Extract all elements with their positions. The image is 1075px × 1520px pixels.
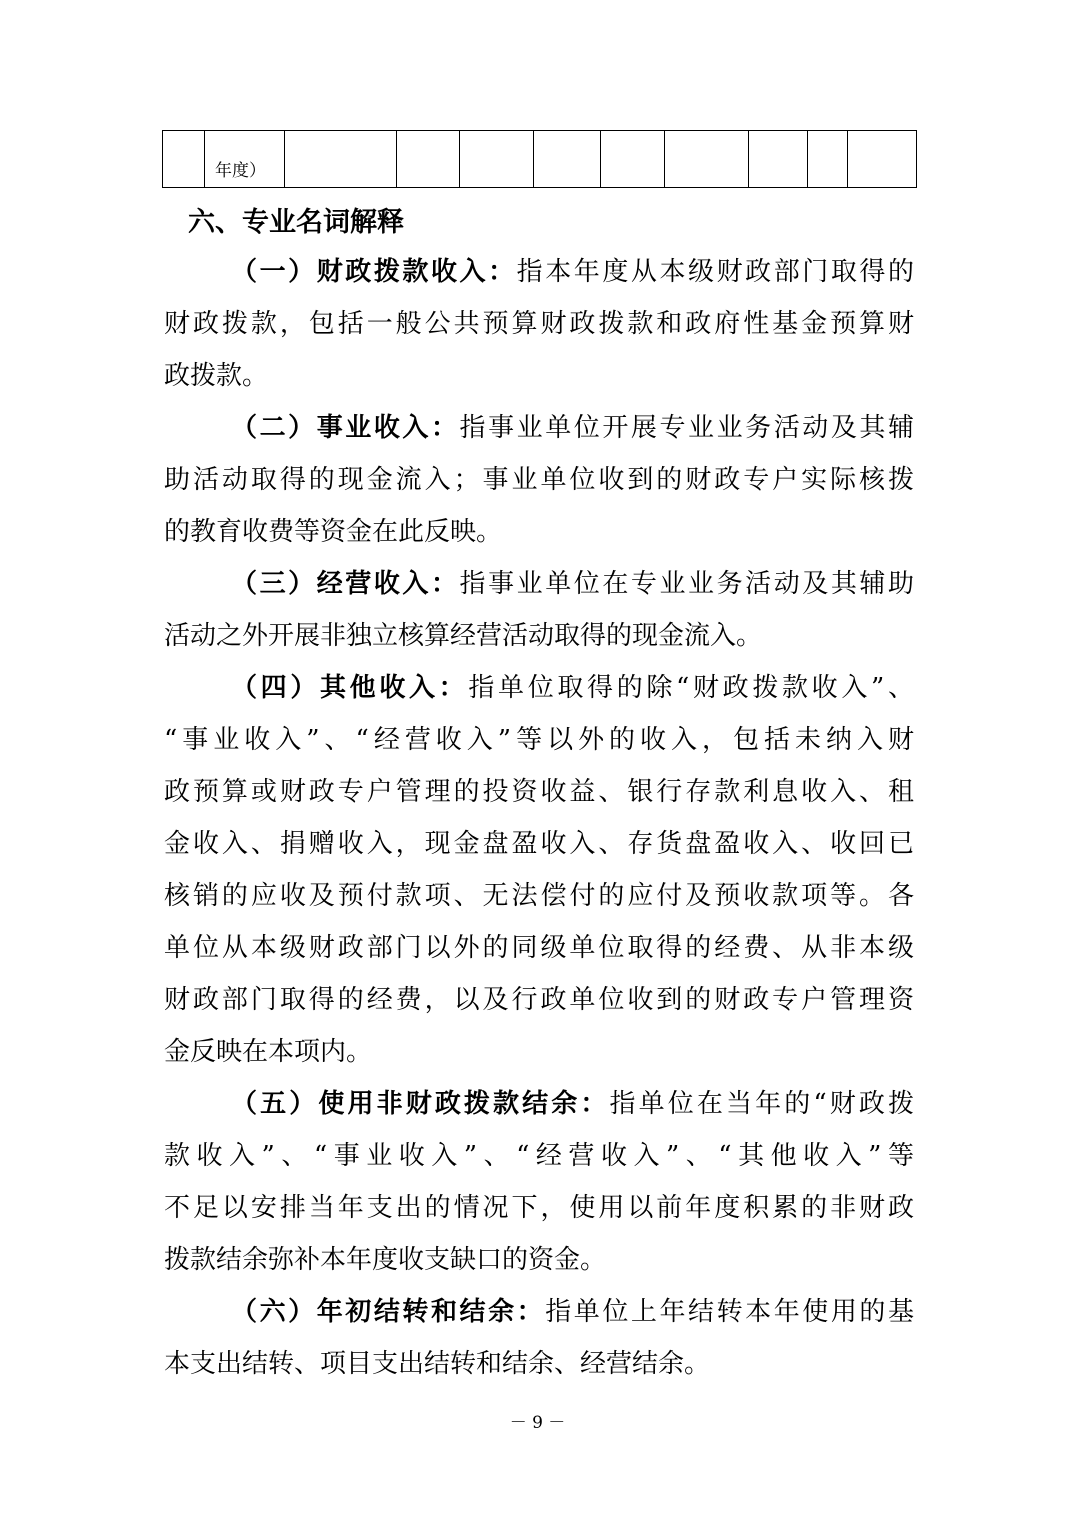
table-cell: [534, 131, 601, 188]
paragraph-line: （四）其他收入：指单位取得的除“财政拨款收入”、: [231, 673, 914, 703]
paragraph-line: 财政拨款，包括一般公共预算财政拨款和政府性基金预算财: [164, 309, 914, 339]
paragraph-line: 的教育收费等资金在此反映。: [164, 517, 503, 547]
paragraph-line: 核销的应收及预付款项、无法偿付的应付及预收款项等。各: [164, 881, 914, 911]
paragraph-line: 金反映在本项内。: [164, 1037, 373, 1067]
paragraph-line: （三）经营收入：指事业单位在专业业务活动及其辅助: [231, 569, 914, 599]
term-heading: （六）年初结转和结余：: [231, 1297, 546, 1327]
paragraph-line: 本支出结转、项目支出结转和结余、经营结余。: [164, 1349, 711, 1379]
paragraph-line: 政预算或财政专户管理的投资收益、银行存款利息收入、租: [164, 777, 914, 807]
paragraph-line: 活动之外开展非独立核算经营活动取得的现金流入。: [164, 621, 763, 651]
term-heading: （一）财政拨款收入：: [231, 257, 517, 287]
table-cell-year: 年度）: [205, 131, 285, 188]
table-cell: [808, 131, 848, 188]
paragraph-line: 拨款结余弥补本年度收支缺口的资金。: [164, 1245, 607, 1275]
paragraph-line: （一）财政拨款收入：指本年度从本级财政部门取得的: [231, 257, 914, 287]
table-cell: [460, 131, 534, 188]
table-cell: [601, 131, 665, 188]
table-cell: [285, 131, 397, 188]
table-row: [163, 131, 917, 188]
page-number: － 9 －: [509, 1413, 566, 1433]
term-heading: （三）经营收入：: [231, 569, 460, 599]
paragraph-line: （五）使用非财政拨款结余：指单位在当年的“财政拨: [231, 1089, 914, 1119]
term-heading: （五）使用非财政拨款结余：: [231, 1089, 610, 1119]
term-heading: （二）事业收入：: [231, 413, 460, 443]
table-fragment: [162, 130, 917, 188]
paragraph-line: 单位从本级财政部门以外的同级单位取得的经费、从非本级: [164, 933, 914, 963]
section-title: 六、专业名词解释: [188, 207, 404, 238]
table-cell: [665, 131, 749, 188]
table-cell: [163, 131, 205, 188]
term-heading: （四）其他收入：: [231, 673, 469, 703]
paragraph-line: 不足以安排当年支出的情况下，使用以前年度积累的非财政: [164, 1193, 914, 1223]
paragraph-line: 金收入、捐赠收入，现金盘盈收入、存货盘盈收入、收回已: [164, 829, 914, 859]
paragraph-line: 助活动取得的现金流入；事业单位收到的财政专户实际核拨: [164, 465, 914, 495]
paragraph-line: 款收入”、“事业收入”、“经营收入”、“其他收入”等: [164, 1141, 914, 1171]
paragraph-line: “事业收入”、“经营收入”等以外的收入，包括未纳入财: [164, 725, 914, 755]
table-cell: [848, 131, 917, 188]
paragraph-line: （六）年初结转和结余：指单位上年结转本年使用的基: [231, 1297, 914, 1327]
paragraph-line: （二）事业收入：指事业单位开展专业业务活动及其辅: [231, 413, 914, 443]
paragraph-line: 政拨款。: [164, 361, 269, 391]
paragraph-line: 财政部门取得的经费，以及行政单位收到的财政专户管理资: [164, 985, 914, 1015]
table-cell: [397, 131, 460, 188]
table-cell: [749, 131, 808, 188]
